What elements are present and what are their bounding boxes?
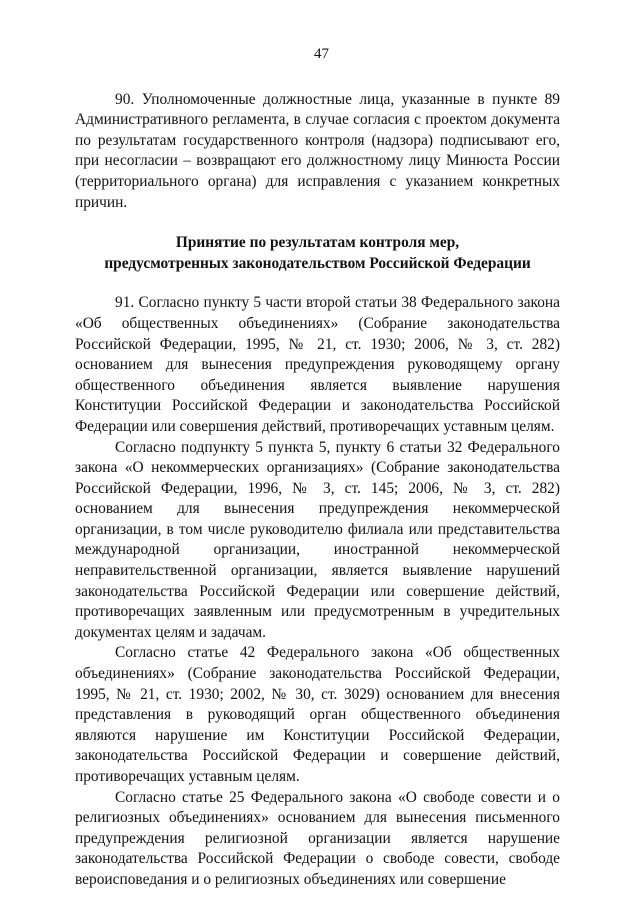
- paragraph-nko: Согласно подпункту 5 пункта 5, пункту 6 статьи 32 Федерального закона «О некоммерческих организациях» (Собрание законодательства Российской Федерации, 1996, № 3, ст. 145; 2006, № 3, ст. 282) основанием для вынесения предупреждения некоммерческой организации, в том числе руководителю филиала или представительства международной организации, иностранной некоммерческой неправительственной организации, является выявление нарушений законодательства Российской Федерации или совершение действий, противоречащих заявленным или предусмотренным в учредительных документах целям и задачам.: [75, 438, 560, 641]
- paragraph-91: 91. Согласно пункту 5 части второй статьи 38 Федерального закона «Об общественных объединениях» (Собрание законодательства Российской Федерации, 1995, № 21, ст. 1930; 2006, № 3, ст. 282) основанием для вынесения предупреждения руководящему органу общественного объединения является выявление нарушения Конституции Российской Федерации и законодательства Российской Федерации или совершения действий, противоречащих уставным целям.: [75, 294, 560, 435]
- paragraph-90: 90. Уполномоченные должностные лица, указанные в пункте 89 Административного регламента, в случае согласия с проектом документа по результатам государственного контроля (надзора) подписывают его, при несогласии – возвращают его должностному лицу Минюста России (территориального органа) для исправления с указанием конкретных причин.: [75, 90, 560, 211]
- page-number: 47: [314, 46, 329, 62]
- section-heading: [75, 233, 560, 274]
- paragraph-article-42: Согласно статье 42 Федерального закона «Об общественных объединениях» (Собрание законодательства Российской Федерации, 1995, № 21, ст. 1930; 2002, № 30, ст. 3029) основанием для внесения представления в руководящий орган общественного объединения являются нарушение им Конституции Российской Федерации, законодательства Российской Федерации и совершение действий, противоречащих уставным целям.: [75, 644, 560, 785]
- section-heading-line-1: Принятие по результатам контроля мер,: [175, 234, 460, 252]
- section-heading-line-2: предусмотренных законодательством Российской Федерации: [104, 254, 531, 272]
- paragraph-article-25: Согласно статье 25 Федерального закона «О свободе совести и о религиозных объединениях» основанием для вынесения письменного предупреждения религиозной организации является нарушение законодательства Российской Федерации о свободе совести, свободе вероисповедания и о религиозных объединениях или совершение: [75, 788, 560, 888]
